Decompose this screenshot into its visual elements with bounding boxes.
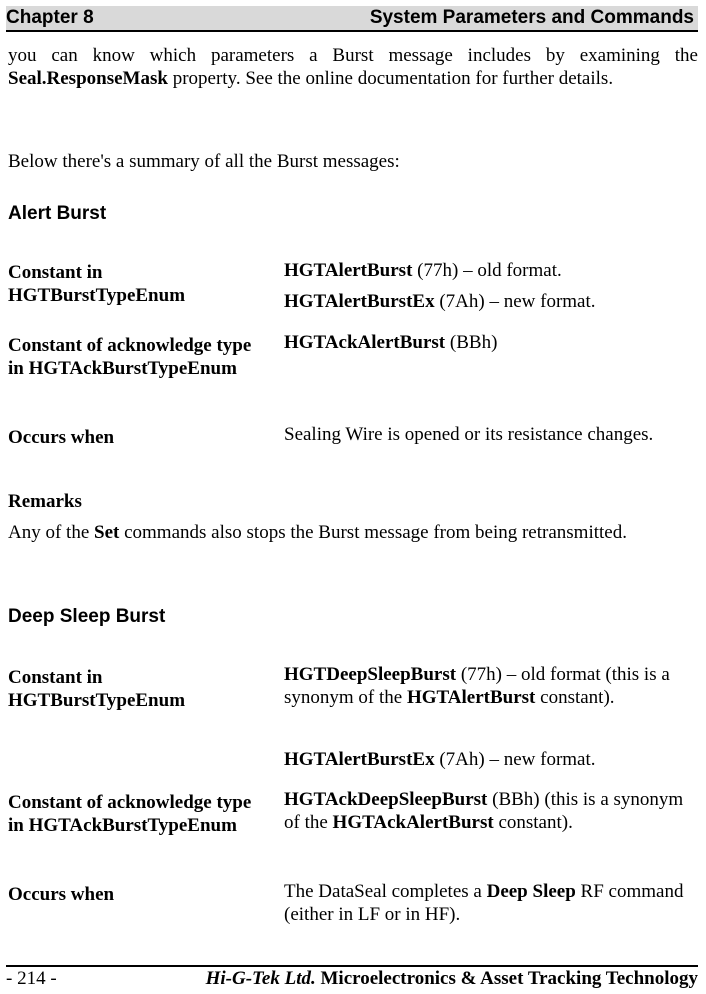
const-name: HGTAckAlertBurst [332,812,494,833]
alert-burst-heading: Alert Burst [8,203,107,224]
alert-ack-label: Constant of acknowledge type in HGTAckBurstTypeEnum [8,335,252,379]
page-number: - 214 - [6,968,57,989]
set-term: Set [94,522,120,543]
footer-company [206,968,698,990]
deep-ack-label: Constant of acknowledge type in HGTAckBurstTypeEnum [8,792,252,836]
footer-rule [6,965,698,967]
const-desc: (BBh) (this is a synonym of the [284,789,684,833]
deep-constant-label: Constant in HGTBurstTypeEnum [8,667,186,711]
deep-constant-value-1 [284,663,684,709]
remarks-label: Remarks [8,491,82,512]
alert-occurs-label: Occurs when [8,427,115,448]
const-name: HGTAlertBurstEx [284,291,435,312]
deep-occurs-value [284,880,694,926]
deep-sleep-burst-heading: Deep Sleep Burst [8,606,166,627]
const-desc: (7Ah) – new format. [434,291,596,312]
occurs-part: The DataSeal completes a [284,881,487,902]
const-desc: (77h) – old format. [412,260,562,281]
const-desc: (7Ah) – new format. [434,749,596,770]
chapter-label: Chapter 8 [6,7,94,28]
occurs-part: RF command (either in LF or in HF). [284,881,684,925]
const-name: HGTAlertBurstEx [284,749,435,770]
alert-constant-value-1 [284,259,698,282]
remarks-part: Any of the [8,522,95,543]
deep-ack-value [284,788,694,834]
alert-constant-value-2 [284,290,698,313]
intro-paragraph [8,44,698,90]
const-name: HGTAlertBurst [284,260,413,281]
const-name: HGTDeepSleepBurst [284,664,457,685]
remarks-part: commands also stops the Burst message from being retransmitted. [119,522,627,543]
const-desc: (BBh) [445,332,498,353]
intro-text: you can know which parameters a Burst message includes by examining the [8,45,698,66]
const-desc: (77h) – old format (this is a synonym of the [284,664,670,708]
company-tagline: Microelectronics & Asset Tracking Technology [315,968,698,989]
alert-ack-value [284,331,698,354]
const-desc: constant). [493,812,573,833]
summary-line: Below there's a summary of all the Burst messages: [8,151,400,172]
deep-occurs-label: Occurs when [8,884,115,905]
intro-text-end: property. See the online documentation for further details. [167,68,614,89]
company-name: Hi-G-Tek Ltd. [205,968,316,989]
const-name: HGTAckAlertBurst [284,332,446,353]
header-title: System Parameters and Commands [369,7,694,28]
alert-occurs-value: Sealing Wire is opened or its resistance changes. [284,424,654,445]
deep-sleep-term: Deep Sleep [486,881,576,902]
const-desc: constant). [535,687,615,708]
const-name: HGTAckDeepSleepBurst [284,789,488,810]
deep-constant-value-2 [284,748,698,771]
seal-responsemask-term: Seal.ResponseMask [8,68,168,89]
alert-constant-label: Constant in HGTBurstTypeEnum [8,262,186,306]
const-name: HGTAlertBurst [406,687,536,708]
remarks-text [8,521,698,544]
